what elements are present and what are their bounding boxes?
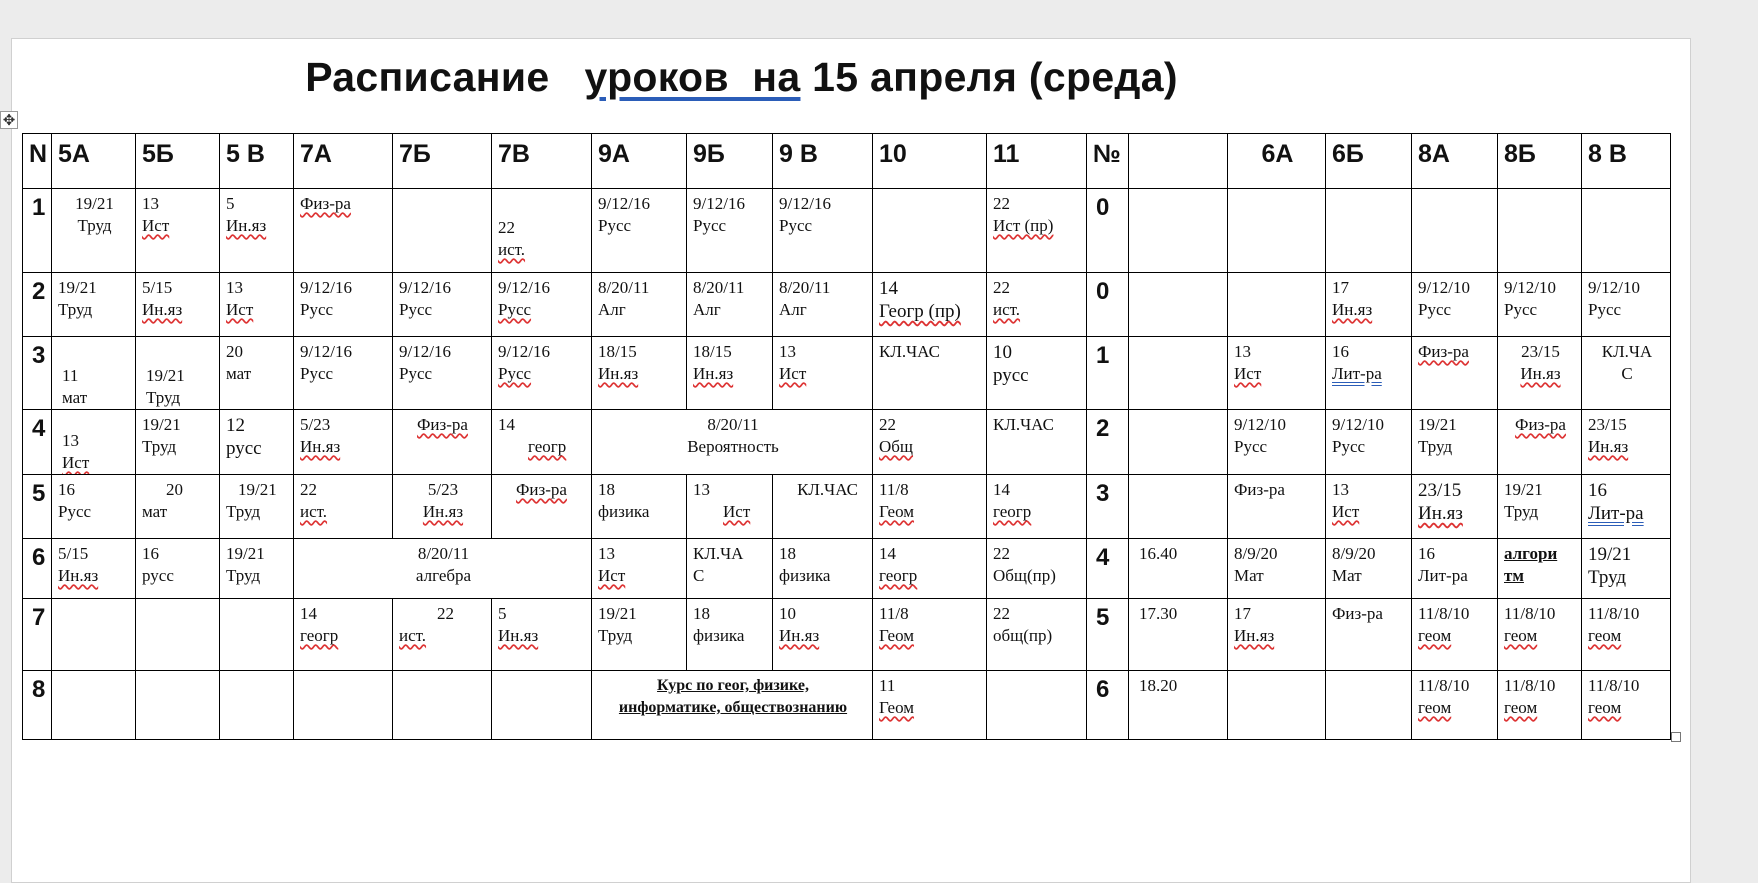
header-5b: 5Б [136,134,220,189]
cell-11: КЛ.ЧАС [987,410,1087,475]
schedule-table [22,133,1671,740]
cell-11 [987,671,1087,740]
lesson-number: 6 [23,539,52,599]
header-num: № [1087,134,1129,189]
cell-time [1129,337,1228,410]
header-8v: 8 В [1582,134,1671,189]
cell-8b: 19/21 Труд [1498,475,1582,539]
cell-9v: 10 Ин.яз [773,599,873,671]
header-8a: 8А [1412,134,1498,189]
table-row [23,475,1671,539]
cell-5b: 13 Ист [136,189,220,273]
lesson-number-right: 6 [1087,671,1129,740]
cell-time [1129,189,1228,273]
lesson-number-right: 4 [1087,539,1129,599]
cell-9b: 18 физика [687,599,773,671]
cell-8a: 11/8/10 геом [1412,671,1498,740]
cell-7b [393,671,492,740]
cell-8v: 11/8/10 геом [1582,599,1671,671]
cell-7a: 9/12/16 Русс [294,273,393,337]
lesson-number: 2 [23,273,52,337]
cell-9b: 8/20/11 Алг [687,273,773,337]
cell-6a: 17 Ин.яз [1228,599,1326,671]
cell-5v: 20 мат [220,337,294,410]
header-5v: 5 В [220,134,294,189]
cell-8v [1582,189,1671,273]
table-row [23,410,1671,475]
cell-5b: 5/15 Ин.яз [136,273,220,337]
header-9v: 9 В [773,134,873,189]
cell-7b: 9/12/16 Русс [393,273,492,337]
header-8b: 8Б [1498,134,1582,189]
lesson-number-right: 0 [1087,189,1129,273]
header-11: 11 [987,134,1087,189]
lesson-number: 4 [23,410,52,475]
table-resize-handle[interactable] [1671,732,1681,742]
cell-7a [294,671,393,740]
header-10: 10 [873,134,987,189]
cell-7b: 9/12/16 Русс [393,337,492,410]
cell-5b [136,599,220,671]
cell-5a: 19/21 Труд [52,273,136,337]
cell-6a [1228,189,1326,273]
header-n: N [23,134,52,189]
table-move-handle-icon[interactable]: ✥ [0,111,18,129]
cell-6a: 8/9/20 Мат [1228,539,1326,599]
cell-5b: 19/21 Труд [136,410,220,475]
cell-10: 14 геогр [873,539,987,599]
cell-9v: 13 Ист [773,337,873,410]
cell-7a: Физ-ра [294,189,393,273]
cell-6b: Физ-ра [1326,599,1412,671]
cell-10: 11/8 Геом [873,599,987,671]
lesson-number-right: 0 [1087,273,1129,337]
table-header-row [23,134,1671,189]
cell-9a: 8/20/11 Алг [592,273,687,337]
cell-6b: 17 Ин.яз [1326,273,1412,337]
lesson-number-right: 1 [1087,337,1129,410]
lesson-number-right: 2 [1087,410,1129,475]
cell-10: КЛ.ЧАС [873,337,987,410]
cell-5a: 16 Русс [52,475,136,539]
cell-9a: 13 Ист [592,539,687,599]
cell-7v: 14 геогр [492,410,592,475]
header-6a: 6А [1228,134,1326,189]
cell-9a: 18 физика [592,475,687,539]
cell-11: 22 ист. [987,273,1087,337]
cell-8a [1412,189,1498,273]
header-7b: 7Б [393,134,492,189]
cell-8v: КЛ.ЧА С [1582,337,1671,410]
lesson-number-right: 5 [1087,599,1129,671]
cell-6a: 9/12/10 Русс [1228,410,1326,475]
header-7a: 7А [294,134,393,189]
cell-7a: 9/12/16 Русс [294,337,393,410]
cell-6a [1228,273,1326,337]
cell-9a: 19/21 Труд [592,599,687,671]
cell-7a: 14 геогр [294,599,393,671]
cell-9v: 9/12/16 Русс [773,189,873,273]
cell-7a: 22 ист. [294,475,393,539]
cell-9a: 9/12/16 Русс [592,189,687,273]
title-part-3: 15 апреля (среда) [800,54,1178,100]
cell-8a: Физ-ра [1412,337,1498,410]
cell-7b: 22 ист. [393,599,492,671]
lesson-number-right: 3 [1087,475,1129,539]
cell-7v: 22 ист. [492,189,592,273]
cell-5v: 13 Ист [220,273,294,337]
cell-9b: КЛ.ЧА С [687,539,773,599]
cell-5b: 20 мат [136,475,220,539]
cell-6b [1326,671,1412,740]
table-row [23,189,1671,273]
cell-5b: 16 русс [136,539,220,599]
cell-10 [873,189,987,273]
cell-8a: 16 Лит-ра [1412,539,1498,599]
cell-5a [52,599,136,671]
cell-8b: 23/15 Ин.яз [1498,337,1582,410]
cell-8v: 16 Лит-ра [1582,475,1671,539]
cell-8v: 11/8/10 геом [1582,671,1671,740]
cell-9v: 8/20/11 Алг [773,273,873,337]
cell-5v: 12 русс [220,410,294,475]
cell-time [1129,475,1228,539]
cell-8v: 9/12/10 Русс [1582,273,1671,337]
cell-5a: 19/21 Труд [52,189,136,273]
cell-7v: 5 Ин.яз [492,599,592,671]
cell-5a [52,671,136,740]
cell-9b: 9/12/16 Русс [687,189,773,273]
lesson-number: 7 [23,599,52,671]
cell-5b: 19/21 Труд [136,337,220,410]
cell-5v [220,599,294,671]
cell-11: 22 Общ(пр) [987,539,1087,599]
cell-6b: 13 Ист [1326,475,1412,539]
table-row [23,337,1671,410]
header-7v: 7В [492,134,592,189]
cell-5v: 19/21 Труд [220,475,294,539]
cell-9v: 18 физика [773,539,873,599]
cell-10: 11 Геом [873,671,987,740]
lesson-number: 1 [23,189,52,273]
cell-time: 17.30 [1129,599,1228,671]
cell-6b [1326,189,1412,273]
cell-8a: 9/12/10 Русс [1412,273,1498,337]
cell-7b [393,189,492,273]
cell-11: 22 общ(пр) [987,599,1087,671]
header-time [1129,134,1228,189]
lesson-number: 8 [23,671,52,740]
cell-5v [220,671,294,740]
table-row [23,539,1671,599]
cell-8a: 11/8/10 геом [1412,599,1498,671]
cell-8b: Физ-ра [1498,410,1582,475]
cell-6a: Физ-ра [1228,475,1326,539]
cell-8a: 19/21 Труд [1412,410,1498,475]
table-row [23,599,1671,671]
cell-6b: 9/12/10 Русс [1326,410,1412,475]
page-title [0,54,1483,101]
cell-9-merged: Курс по геог, физике, информатике, обществознанию [592,671,873,740]
cell-7v: 9/12/16 Русс [492,273,592,337]
cell-5a: 13 Ист [52,410,136,475]
cell-time: 16.40 [1129,539,1228,599]
cell-5b [136,671,220,740]
cell-9-merged: 8/20/11 Вероятность [592,410,873,475]
cell-8a: 23/15 Ин.яз [1412,475,1498,539]
cell-5a: 5/15 Ин.яз [52,539,136,599]
lesson-number: 3 [23,337,52,410]
table-row [23,273,1671,337]
cell-7b: Физ-ра [393,410,492,475]
cell-5v: 19/21 Труд [220,539,294,599]
cell-7v: Физ-ра [492,475,592,539]
cell-time: 18.20 [1129,671,1228,740]
cell-10: 22 Общ [873,410,987,475]
cell-11: 22 Ист (пр) [987,189,1087,273]
cell-time [1129,410,1228,475]
cell-8b: 11/8/10 геом [1498,671,1582,740]
cell-8v: 19/21 Труд [1582,539,1671,599]
cell-8b: 9/12/10 Русс [1498,273,1582,337]
cell-8v: 23/15 Ин.яз [1582,410,1671,475]
cell-10: 11/8 Геом [873,475,987,539]
cell-11: 10 русс [987,337,1087,410]
cell-7v: 9/12/16 Русс [492,337,592,410]
cell-9v: КЛ.ЧАС [773,475,873,539]
cell-5a: 11 мат [52,337,136,410]
cell-9a: 18/15 Ин.яз [592,337,687,410]
header-9a: 9А [592,134,687,189]
cell-9b: 18/15 Ин.яз [687,337,773,410]
cell-6b: 8/9/20 Мат [1326,539,1412,599]
cell-10: 14 Геогр (пр) [873,273,987,337]
cell-8b: алгори тм [1498,539,1582,599]
cell-6a [1228,671,1326,740]
cell-7a: 5/23 Ин.яз [294,410,393,475]
cell-6b: 16 Лит-ра [1326,337,1412,410]
title-part-2: уроков на [584,54,801,100]
header-5a: 5А [52,134,136,189]
cell-8b [1498,189,1582,273]
cell-7b: 5/23 Ин.яз [393,475,492,539]
cell-6a: 13 Ист [1228,337,1326,410]
cell-7v [492,671,592,740]
cell-time [1129,273,1228,337]
cell-7-merged: 8/20/11 алгебра [294,539,592,599]
lesson-number: 5 [23,475,52,539]
cell-11: 14 геогр [987,475,1087,539]
cell-9b: 13 Ист [687,475,773,539]
title-part-1: Расписание [305,54,585,100]
header-9b: 9Б [687,134,773,189]
cell-8b: 11/8/10 геом [1498,599,1582,671]
cell-5v: 5 Ин.яз [220,189,294,273]
header-6b: 6Б [1326,134,1412,189]
table-row [23,671,1671,740]
